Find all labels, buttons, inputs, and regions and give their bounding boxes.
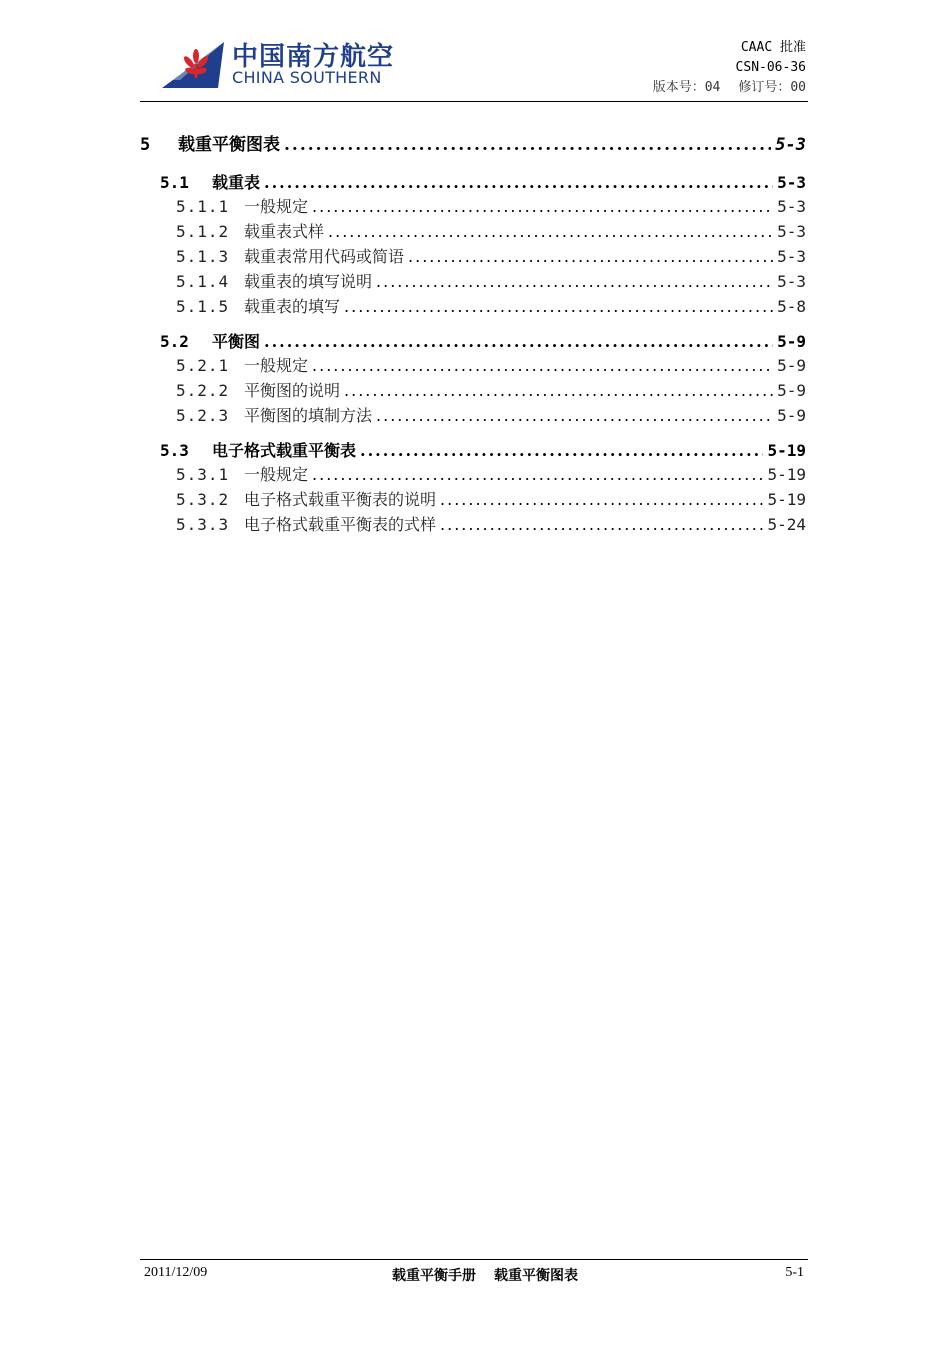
toc-subsection-entry[interactable] xyxy=(140,462,806,487)
toc-subsection-entry[interactable] xyxy=(140,403,806,428)
toc-page: 5-24 xyxy=(767,515,806,534)
document-meta xyxy=(653,38,806,98)
toc-subsection-entry[interactable] xyxy=(140,244,806,269)
toc-leader-dots xyxy=(440,515,763,534)
toc-section-entry[interactable] xyxy=(140,329,806,353)
version-number: 版本号：04 xyxy=(652,80,721,95)
header-divider xyxy=(140,101,808,102)
toc-subsection-entry[interactable] xyxy=(140,353,806,378)
toc-leader-dots xyxy=(408,247,773,266)
toc-subsection-entry[interactable] xyxy=(140,487,806,512)
page-footer xyxy=(140,1265,808,1287)
toc-subsection-entry[interactable] xyxy=(140,219,806,244)
toc-leader-dots xyxy=(344,381,773,400)
toc-title: 电子格式载重平衡表的说明 xyxy=(244,490,437,509)
approval-label: CAAC 批准 xyxy=(740,40,806,55)
toc-page: 5-19 xyxy=(767,441,806,460)
toc-subsection-entry[interactable] xyxy=(140,378,806,403)
toc-chapter-entry[interactable] xyxy=(140,130,806,160)
toc-number: 5.3 xyxy=(160,441,189,460)
toc-number: 5.1.1 xyxy=(176,197,230,216)
toc-title: 载重表常用代码或简语 xyxy=(244,247,405,266)
toc-subsection-entry[interactable] xyxy=(140,294,806,319)
toc-title: 载重表的填写 xyxy=(244,297,341,316)
brand-name-chinese: 中国南方航空 xyxy=(232,42,395,72)
toc-title: 平衡图的说明 xyxy=(244,381,341,400)
toc-leader-dots xyxy=(344,297,773,316)
footer-date: 2011/12/09 xyxy=(144,1265,208,1280)
toc-number: 5.1.3 xyxy=(176,247,230,266)
toc-leader-dots xyxy=(328,222,773,241)
toc-page: 5-3 xyxy=(777,272,806,291)
toc-page: 5-3 xyxy=(777,222,806,241)
toc-leader-dots xyxy=(376,272,773,291)
toc-page: 5-8 xyxy=(777,297,806,316)
toc-title: 一般规定 xyxy=(244,356,309,375)
toc-page: 5-9 xyxy=(777,356,806,375)
toc-number: 5.3.3 xyxy=(176,515,230,534)
toc-title: 平衡图的填制方法 xyxy=(244,406,373,425)
revision-number: 修订号：00 xyxy=(738,80,806,95)
toc-leader-dots xyxy=(312,197,773,216)
toc-title: 一般规定 xyxy=(244,197,309,216)
toc-title: 载重表的填写说明 xyxy=(244,272,373,291)
toc-title: 载重平衡图表 xyxy=(178,135,280,155)
toc-page: 5-3 xyxy=(775,135,806,155)
airline-logo-icon xyxy=(158,40,224,90)
toc-leader-dots xyxy=(264,173,773,192)
toc-title: 电子格式载重平衡表的式样 xyxy=(244,515,437,534)
toc-number: 5.2.2 xyxy=(176,381,230,400)
toc-number: 5 xyxy=(140,135,151,155)
toc-page: 5-19 xyxy=(767,490,806,509)
toc-section-entry[interactable] xyxy=(140,438,806,462)
toc-leader-dots xyxy=(312,465,763,484)
toc-number: 5.2.3 xyxy=(176,406,230,425)
toc-subsection-entry[interactable] xyxy=(140,194,806,219)
page-header xyxy=(140,36,808,102)
chapter-name: 载重平衡图表 xyxy=(494,1268,578,1284)
toc-title: 平衡图 xyxy=(212,332,261,351)
toc-leader-dots xyxy=(440,490,763,509)
toc-page: 5-3 xyxy=(777,173,806,192)
toc-title: 电子格式载重平衡表 xyxy=(212,441,357,460)
toc-page: 5-19 xyxy=(767,465,806,484)
toc-number: 5.1.4 xyxy=(176,272,230,291)
toc-title: 载重表 xyxy=(212,173,261,192)
manual-name: 载重平衡手册 xyxy=(392,1268,476,1284)
toc-leader-dots xyxy=(312,356,773,375)
toc-leader-dots xyxy=(264,332,773,351)
revision-info xyxy=(653,78,806,98)
toc-number: 5.3.1 xyxy=(176,465,230,484)
toc-number: 5.3.2 xyxy=(176,490,230,509)
toc-leader-dots xyxy=(376,406,773,425)
toc-title: 载重表式样 xyxy=(244,222,325,241)
footer-divider xyxy=(140,1259,808,1260)
toc-leader-dots xyxy=(284,135,771,155)
toc-page: 5-9 xyxy=(777,332,806,351)
toc-leader-dots xyxy=(360,441,763,460)
toc-subsection-entry[interactable] xyxy=(140,269,806,294)
brand-name-english: CHINA SOUTHERN xyxy=(232,68,382,87)
toc-title: 一般规定 xyxy=(244,465,309,484)
footer-title xyxy=(392,1265,578,1285)
toc-number: 5.2.1 xyxy=(176,356,230,375)
document-code: CSN-06-36 xyxy=(735,60,806,75)
toc-number: 5.1 xyxy=(160,173,189,192)
table-of-contents xyxy=(140,130,806,537)
toc-page: 5-3 xyxy=(777,197,806,216)
toc-number: 5.1.2 xyxy=(176,222,230,241)
toc-subsection-entry[interactable] xyxy=(140,512,806,537)
toc-number: 5.1.5 xyxy=(176,297,230,316)
toc-page: 5-9 xyxy=(777,381,806,400)
toc-page: 5-9 xyxy=(777,406,806,425)
page-number: 5-1 xyxy=(785,1265,804,1280)
toc-page: 5-3 xyxy=(777,247,806,266)
toc-section-entry[interactable] xyxy=(140,170,806,194)
toc-number: 5.2 xyxy=(160,332,189,351)
